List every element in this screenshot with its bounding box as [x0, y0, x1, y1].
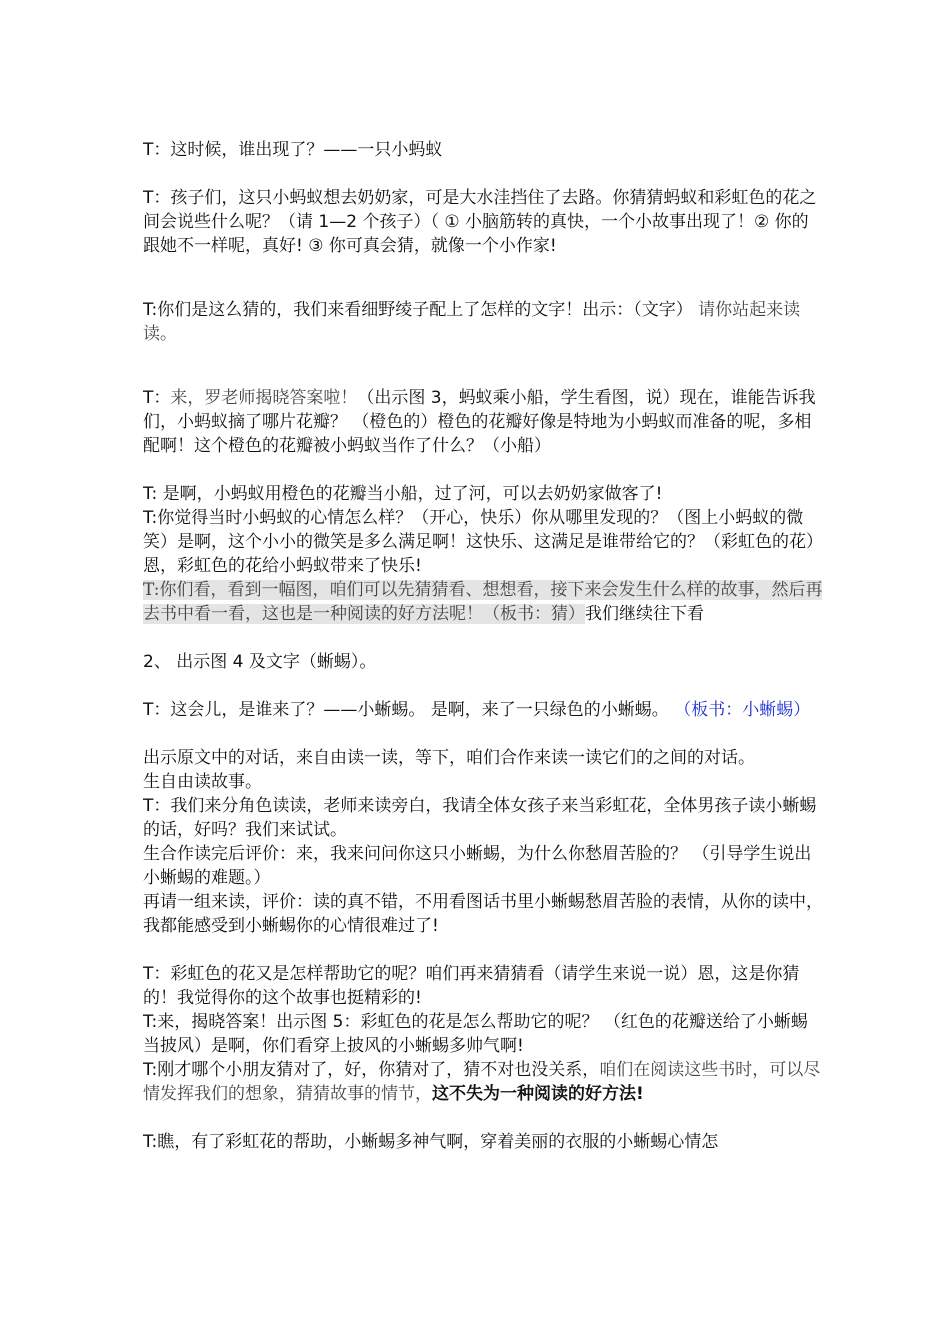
document-page [143, 138, 823, 1154]
paragraph-ant-appears: T：这时候，谁出现了？——一只小蚂蚁 [143, 140, 443, 160]
reveal-prefix: T： [143, 388, 171, 408]
paragraph-flower-help-guess: T：彩虹色的花又是怎样帮助它的呢？咱们再来猜猜看（请学生来说一说）恩，这是你猜的！我觉得你的这个故事也挺精彩的! [143, 964, 800, 1008]
summary-part-2: 咱们在阅读这些书时，可以尽情发挥我们的想象，猜猜故事的情节， [143, 1060, 821, 1104]
show-text-main: T:你们是这么猜的，我们来看细野绫子配上了怎样的文字！出示：（文字） [143, 300, 693, 320]
summary-part-3: 这不失为一种阅读的好方法! [432, 1084, 644, 1104]
paragraph-dialogue-reading: 出示原文中的对话，来自由读一读，等下，咱们合作来读一读它们的之间的对话。 [143, 748, 755, 768]
reveal-body: （出示图 3，蚂蚁乘小船，学生看图，说）现在，谁能告诉我们，小蚂蚁摘了哪片花瓣？ （橙色的）橙色的花瓣好像是特地为小蚂蚁而准备的呢，多相配啊！这个橙色的花瓣被小蚂蚁当作了什么？（小船） [143, 388, 816, 456]
paragraph-show-text [143, 298, 823, 346]
paragraph-reading-method [143, 578, 823, 626]
paragraph-evaluation: 生合作读完后评价：来，我来问问你这只小蜥蜴，为什么你愁眉苦脸的？ （引导学生说出小蜥蜴的难题。） [143, 844, 812, 888]
continue-text: 我们继续往下看 [585, 604, 704, 624]
paragraph-lizard-arrives [143, 698, 823, 722]
paragraph-ant-feelings: T:你觉得当时小蚂蚁的心情怎么样？（开心，快乐）你从哪里发现的？（图上小蚂蚁的微笑）是啊，这个小小的微笑是多么满足啊！这快乐、这满足是谁带给它的？（彩虹色的花）恩，彩虹色的花给小蚂蚁带来了快乐! [143, 508, 823, 576]
highlighted-method-text: T:你们看，看到一幅图，咱们可以先猜猜看、想想看，接下来会发生什么样的故事，然后再去书中看一看，这也是一种阅读的好方法呢！（板书：猜） [143, 580, 823, 624]
paragraph-guess-summary [143, 1058, 823, 1106]
paragraph-reveal-boat [143, 386, 823, 458]
board-note-lizard: （板书：小蜥蜴） [674, 700, 811, 720]
paragraph-second-group: 再请一组来读，评价：读的真不错，不用看图话书里小蜥蜴愁眉苦脸的表情，从你的读中，我都能感受到小蜥蜴你的心情很难过了! [143, 892, 823, 936]
paragraph-boat-crossing: T: 是啊，小蚂蚁用橙色的花瓣当小船，过了河，可以去奶奶家做客了! [143, 484, 663, 504]
paragraph-role-reading: T：我们来分角色读读，老师来读旁白，我请全体女孩子来当彩虹花，全体男孩子读小蜥蜴的话，好吗？我们来试试。 [143, 796, 817, 840]
lizard-arrives-text: T：这会儿，是谁来了？——小蜥蜴。 是啊，来了一只绿色的小蜥蜴。 [143, 700, 675, 720]
paragraph-show-lizard: 2、 出示图 4 及文字（蜥蜴）。 [143, 652, 377, 672]
paragraph-lizard-proud: T:瞧，有了彩虹花的帮助，小蜥蜴多神气啊，穿着美丽的衣服的小蜥蜴心情怎 [143, 1132, 719, 1152]
paragraph-free-reading: 生自由读故事。 [143, 772, 262, 792]
reveal-intro: 来，罗老师揭晓答案啦！ [170, 388, 358, 408]
paragraph-guess-dialogue: T：孩子们，这只小蚂蚁想去奶奶家，可是大水洼挡住了去路。你猜猜蚂蚁和彩虹色的花之间会说些什么呢？（请 1—2 个孩子）（ ① 小脑筋转的真快，一个小故事出现了！② 你的跟她不一样呢，真好! ③ 你可真会猜，就像一个小作家! [143, 188, 817, 256]
summary-part-1: T:刚才哪个小朋友猜对了，好，你猜对了，猜不对也没关系， [143, 1060, 600, 1080]
paragraph-cape-reveal: T:来，揭晓答案！出示图 5：彩虹色的花是怎么帮助它的呢？ （红色的花瓣送给了小蜥蜴当披风）是啊，你们看穿上披风的小蜥蜴多帅气啊! [143, 1012, 808, 1056]
show-text-read: 请你站起来读读。 [143, 300, 801, 344]
